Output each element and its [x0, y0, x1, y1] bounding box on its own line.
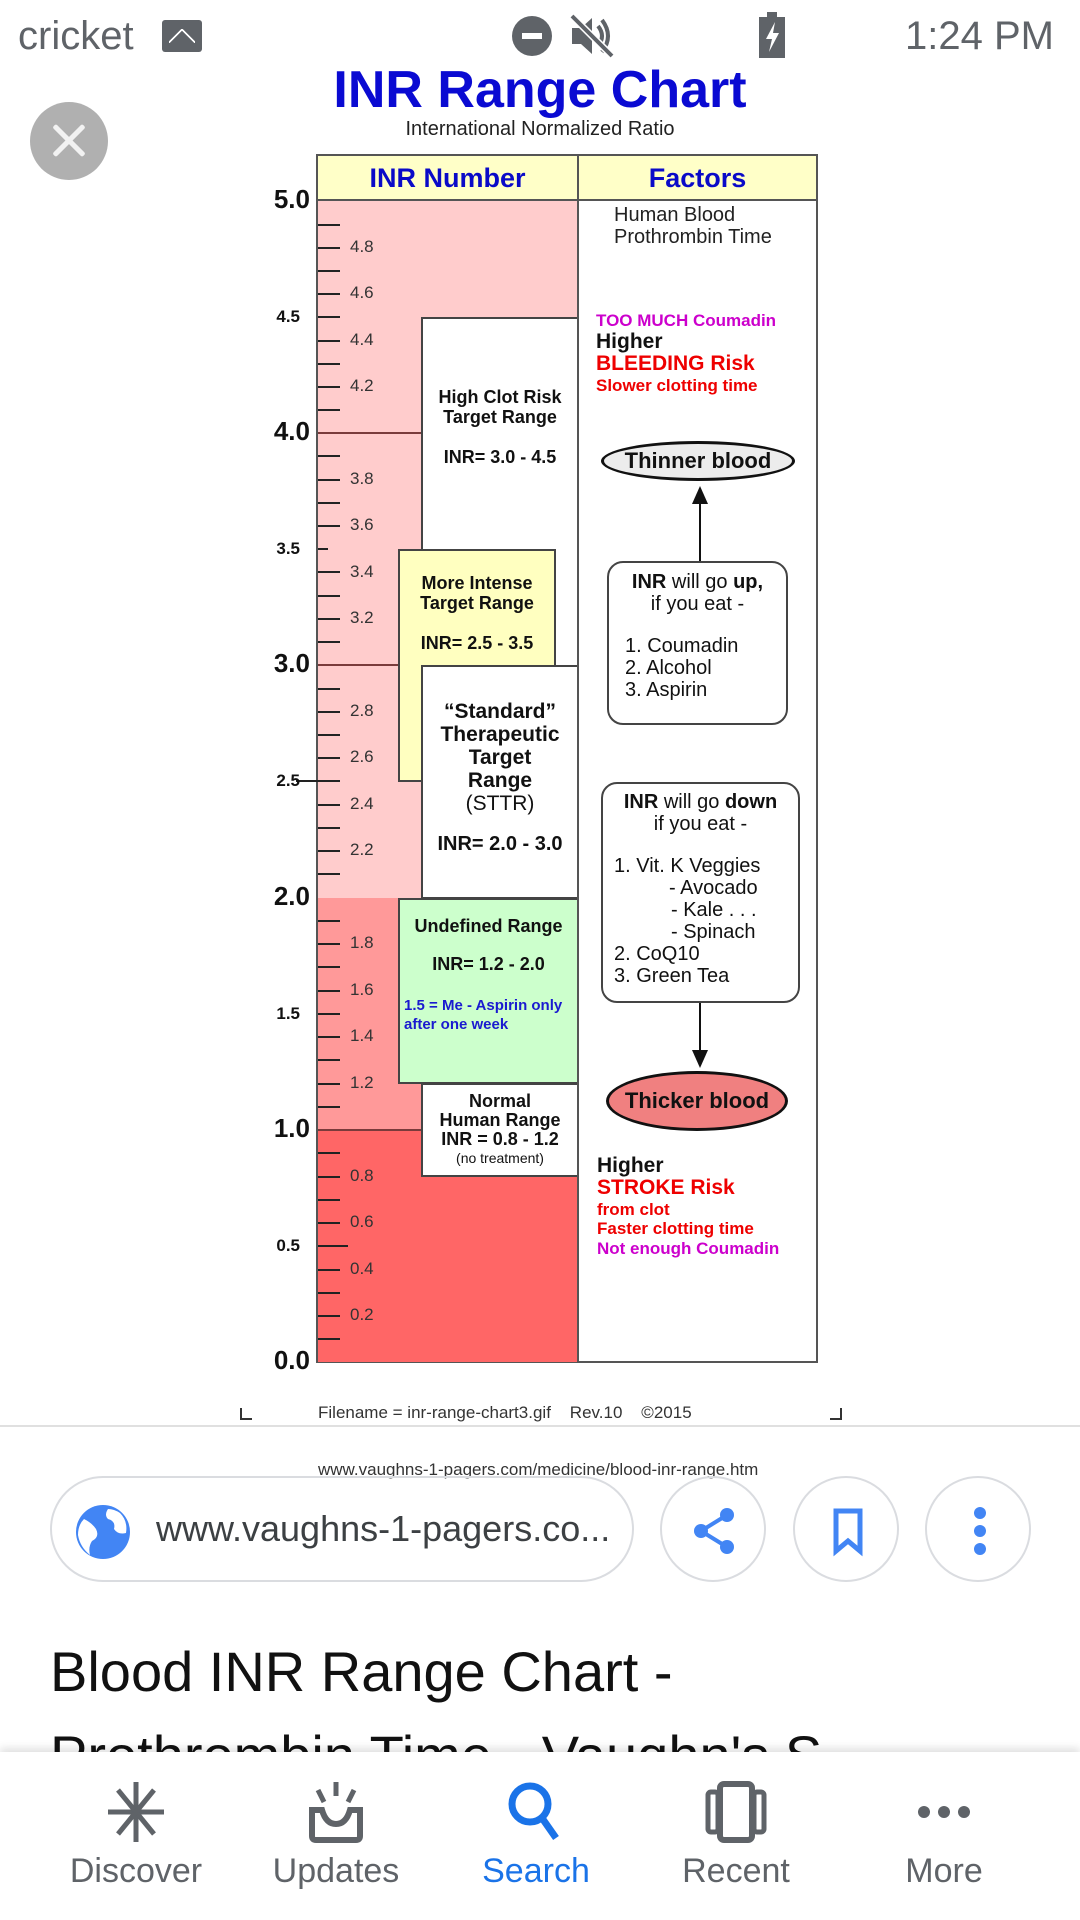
tick [318, 525, 340, 527]
tick-label: 2.4 [350, 794, 374, 813]
axis-label-minor: 0.5 [276, 1236, 300, 1255]
axis-label-major: 4.0 [273, 416, 310, 446]
tick-label: 4.8 [350, 237, 374, 256]
section-divider [0, 1425, 1080, 1427]
tick [318, 455, 340, 457]
tick [318, 757, 340, 759]
recent-cards-icon [704, 1780, 768, 1844]
axis-label-minor: 3.5 [276, 539, 300, 558]
tick [318, 1245, 348, 1247]
tick [318, 1338, 340, 1340]
stroke-risk: STROKE Risk [597, 1176, 735, 1199]
tick [318, 571, 340, 573]
tick-label: 2.6 [350, 747, 374, 766]
box-high-clot-risk: High Clot Risk Target Range INR= 3.0 - 4.5 [421, 317, 579, 667]
header-inr-number: INR Number [316, 154, 579, 201]
inr-down-box: INR will go down if you eat - 1. Vit. K Veggies - Avocado - Kale . . . - Spinach 2. CoQ10 3. Green Tea [601, 782, 800, 1003]
tick [318, 1292, 340, 1294]
tick-label: 3.4 [350, 562, 374, 581]
tick [318, 247, 340, 249]
bottom-nav [0, 1752, 1080, 1920]
tick [318, 224, 340, 226]
more-options-button[interactable] [925, 1476, 1031, 1582]
tick-label: 1.6 [350, 980, 374, 999]
result-title-link[interactable]: Blood INR Range Chart - [50, 1640, 673, 1703]
tick [318, 1222, 340, 1224]
chart-subtitle: International Normalized Ratio [405, 118, 675, 140]
mute-icon [568, 14, 616, 58]
tick [318, 293, 340, 295]
tick [318, 479, 340, 481]
tick [318, 1199, 340, 1201]
tick [318, 595, 340, 597]
inbox-icon [304, 1780, 368, 1844]
nav-updates[interactable]: Updates [236, 1752, 436, 1920]
axis-label-major: 2.0 [273, 881, 310, 911]
axis-label-major: 0.0 [273, 1345, 310, 1375]
close-button[interactable] [30, 102, 108, 180]
tick-label: 3.8 [350, 469, 374, 488]
thicker-blood-oval: Thicker blood [606, 1071, 788, 1131]
axis-label-minor: 2.5 [276, 771, 300, 790]
tick-label: 2.2 [350, 840, 374, 859]
tick [318, 409, 340, 411]
factors-intro: Human Blood Prothrombin Time [614, 204, 772, 248]
crop-mark-left [240, 1408, 252, 1420]
tick [318, 688, 340, 690]
carrier-name: cricket [18, 14, 134, 58]
axis-label-major: 5.0 [273, 184, 310, 214]
tick [318, 1315, 340, 1317]
more-horiz-icon [912, 1780, 976, 1844]
search-icon [504, 1780, 568, 1844]
axis-label-major: 3.0 [273, 648, 310, 678]
bookmark-icon [820, 1503, 876, 1559]
column-divider [577, 154, 579, 1363]
gridline-4 [318, 432, 423, 434]
tick [318, 386, 340, 388]
tick [318, 850, 340, 852]
tick [318, 1106, 340, 1108]
thinner-blood-oval: Thinner blood [601, 441, 795, 481]
axis-label-major: 1.0 [273, 1113, 310, 1143]
gridline-3 [318, 664, 400, 666]
do-not-disturb-icon [512, 16, 552, 56]
nav-recent[interactable]: Recent [636, 1752, 836, 1920]
higher-label-1: Higher [596, 330, 663, 353]
tick [318, 548, 328, 550]
slower-clotting: Slower clotting time [596, 376, 758, 395]
tick [318, 711, 340, 713]
tick [318, 363, 340, 365]
not-enough-coumadin: Not enough Coumadin [597, 1239, 780, 1258]
tick-label: 0.2 [350, 1305, 374, 1324]
tick [318, 1152, 340, 1154]
asterisk-icon [104, 1780, 168, 1844]
tick [318, 641, 340, 643]
crop-mark-right [830, 1408, 842, 1420]
tick-label: 1.8 [350, 933, 374, 952]
tick [318, 502, 340, 504]
bleeding-risk: BLEEDING Risk [596, 352, 755, 375]
tick-label: 0.6 [350, 1212, 374, 1231]
more-vert-icon [952, 1503, 1008, 1559]
nav-search[interactable]: Search [436, 1752, 636, 1920]
axis-label-minor: 4.5 [276, 307, 300, 326]
tick-label: 4.4 [350, 330, 374, 349]
tick-label: 0.4 [350, 1259, 374, 1278]
tick [318, 943, 340, 945]
chart-footer: Filename = inr-range-chart3.gif Rev.10 ©2015 www.vaughns-1-pagers.com/medicine/blood-inr-range.htm [318, 1403, 759, 1479]
tick-label: 2.8 [350, 701, 374, 720]
axis-label-minor: 1.5 [276, 1004, 300, 1023]
box-standard-range: “Standard” Therapeutic Target Range (STTR) INR= 2.0 - 3.0 [421, 665, 579, 899]
tick [318, 990, 340, 992]
tick [318, 804, 340, 806]
tick [318, 734, 340, 736]
share-button[interactable] [660, 1476, 766, 1582]
tick-label: 1.4 [350, 1026, 374, 1045]
source-url-chip[interactable] [50, 1476, 634, 1582]
tick [318, 827, 340, 829]
save-button[interactable] [793, 1476, 899, 1582]
tick-label: 3.2 [350, 608, 374, 627]
tick [318, 920, 340, 922]
tick [318, 873, 340, 875]
arrow-up-line [699, 500, 701, 562]
inr-up-box: INR will go up, if you eat - 1. Coumadin 2. Alcohol 3. Aspirin [607, 561, 788, 725]
chart-title: INR Range Chart [333, 61, 747, 119]
share-icon [687, 1503, 743, 1559]
source-url: www.vaughns-1-pagers.co... [156, 1508, 611, 1549]
higher-label-2: Higher [597, 1154, 664, 1177]
clock: 1:24 PM [905, 14, 1054, 58]
too-much-coumadin: TOO MUCH Coumadin [596, 311, 777, 330]
tick [318, 1059, 340, 1061]
mail-icon [162, 20, 202, 52]
tick [318, 1083, 340, 1085]
box-normal-range: Normal Human Range INR = 0.8 - 1.2 (no treatment) [421, 1083, 579, 1177]
arrow-down-line [699, 1003, 701, 1051]
tick [318, 1176, 340, 1178]
tick-label: 0.8 [350, 1166, 374, 1185]
tick-label: 4.2 [350, 376, 374, 395]
gridline-1 [318, 1129, 423, 1131]
tick-label: 1.2 [350, 1073, 374, 1092]
nav-discover[interactable]: Discover [36, 1752, 236, 1920]
box-more-intense: More Intense Target Range INR= 2.5 - 3.5 [398, 549, 556, 782]
from-clot: from clot [597, 1200, 670, 1219]
faster-clotting: Faster clotting time [597, 1219, 754, 1238]
battery-charging-icon [759, 12, 785, 58]
arrow-down-icon [692, 1050, 708, 1068]
tick [318, 1013, 340, 1015]
tick [318, 1036, 340, 1038]
tick [296, 780, 340, 782]
header-factors: Factors [577, 154, 818, 201]
tick [318, 316, 340, 318]
box-undefined-range: Undefined Range INR= 1.2 - 2.0 1.5 = Me - Aspirin only after one week [398, 898, 579, 1084]
tick [318, 270, 340, 272]
tick [318, 966, 340, 968]
tick [318, 340, 340, 342]
tick-label: 3.6 [350, 515, 374, 534]
nav-more[interactable]: More [844, 1752, 1044, 1920]
tick [318, 1269, 340, 1271]
tick [318, 618, 340, 620]
globe-icon [74, 1503, 132, 1561]
tick-label: 4.6 [350, 283, 374, 302]
